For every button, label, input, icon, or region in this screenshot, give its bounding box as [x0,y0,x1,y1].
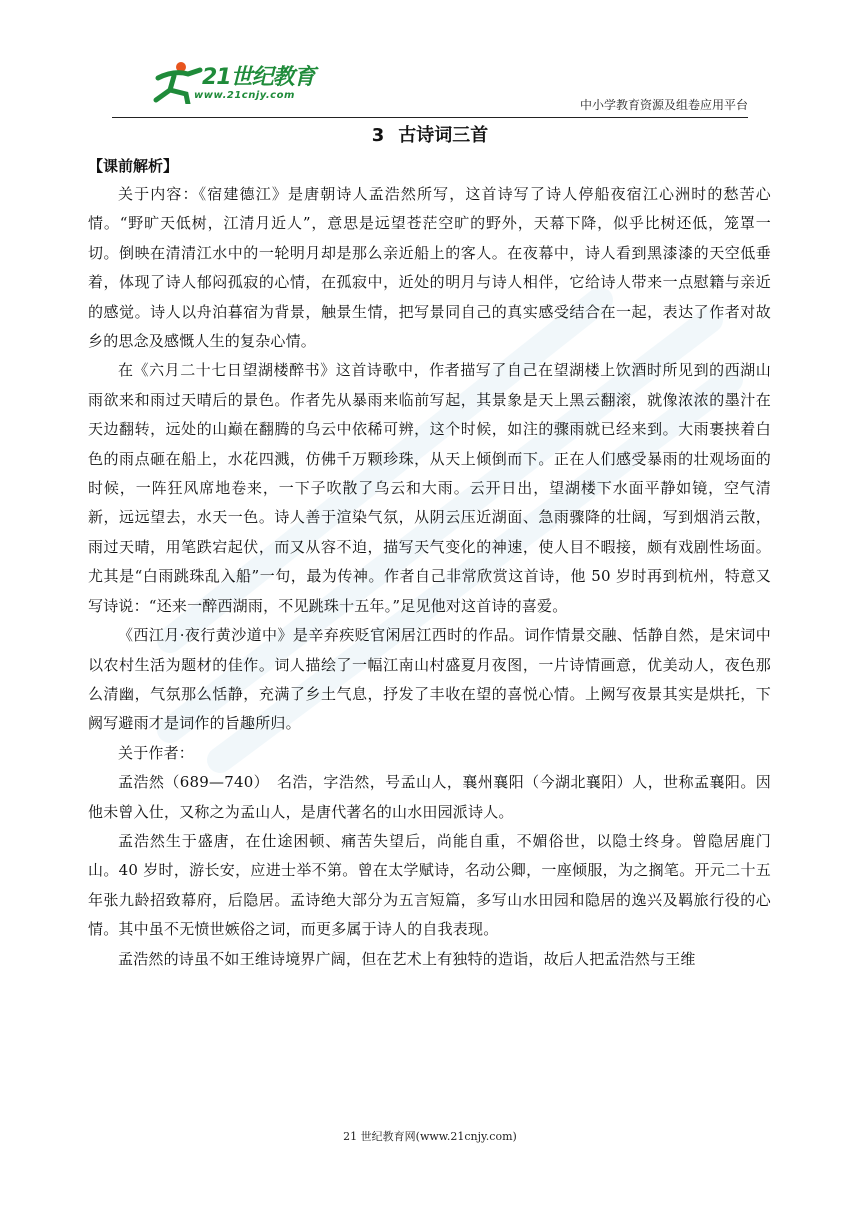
paragraph: 关于作者： [118,743,195,762]
page-title [0,121,860,147]
paragraph: 关于内容：《宿建德江》是唐朝诗人孟浩然所写，这首诗写了诗人停船夜宿江心洲时的愁苦心情。“野旷天低树，江清月近人”，意思是远望苍茫空旷的野外，天幕下降，似乎比树还低，笼罩一切。倒映在清清江水中的一轮明月却是那么亲近船上的客人。在夜幕中，诗人看到黑漆漆的天空低垂着，体现了诗人郁闷孤寂的心情，在孤寂中，近处的明月与诗人相伴，它给诗人带来一点慰籍与亲近的感觉。诗人以舟泊暮宿为背景，触景生情，把写景同自己的真实感受结合在一起，表达了作者对故乡的思念及感慨人生的复杂心情。 [88,185,771,351]
section-heading: 【课前解析】 [88,157,179,175]
page-header [112,56,748,116]
paragraph: 孟浩然的诗虽不如王维诗境界广阔，但在艺术上有独特的造诣，故后人把孟浩然与王维 [118,949,696,968]
paragraph: 在《六月二十七日望湖楼醉书》这首诗歌中，作者描写了自己在望湖楼上饮酒时所见到的西湖山雨欲来和雨过天晴后的景色。作者先从暴雨来临前写起，其景象是天上黑云翻滚，就像浓浓的墨汁在天边翻转，远处的山巅在翻腾的乌云中依稀可辨，这个时候，如注的骤雨就已经来到。大雨裹挟着白色的雨点砸在船上，水花四溅，仿佛千万颗珍珠，从天上倾倒而下。正在人们感受暴雨的壮观场面的时候，一阵狂风席地卷来，一下子吹散了乌云和大雨。云开日出，望湖楼下水面平静如镜，空气清新，远远望去，水天一色。诗人善于渲染气氛，从阴云压近湖面、急雨骤降的壮阔，写到烟消云散，雨过天晴，用笔跌宕起伏，而又从容不迫，描写天气变化的神速，使人目不暇接，颇有戏剧性场面。尤其是“白雨跳珠乱入船”一句，最为传神。作者自己非常欣赏这首诗，他 50 岁时再到杭州，特意又写诗说：“还来一醉西湖雨，不见跳珠十五年。”足见他对这首诗的喜爱。 [88,361,771,615]
paragraph: 孟浩然生于盛唐，在仕途困顿、痛苦失望后，尚能自重，不媚俗世，以隐士终身。曾隐居鹿门山。40 岁时，游长安，应进士举不第。曾在太学赋诗，名动公卿，一座倾服，为之搁笔。开元二十五年张九龄招致幕府，后隐居。孟诗绝大部分为五言短篇，多写山水田园和隐居的逸兴及羁旅行役的心情。其中虽不无愤世嫉俗之词，而更多属于诗人的自我表现。 [88,831,771,939]
paragraph: 《西江月·夜行黄沙道中》是辛弃疾贬官闲居江西时的作品。词作情景交融、恬静自然，是宋词中以农村生活为题材的佳作。词人描绘了一幅江南山村盛夏月夜图，一片诗情画意，优美动人，夜色那么清幽，气氛那么恬静，充满了乡土气息，抒发了丰收在望的喜悦心情。上阙写夜景其实是烘托，下阙写避雨才是词作的旨趣所归。 [88,626,771,733]
lesson-title: 古诗词三首 [398,125,489,146]
logo-text: 21世纪教育 [202,65,315,90]
page-footer: 21 世纪教育网(www.21cnjy.com) [343,1130,517,1143]
logo-url: www.21cnjy.com [194,90,295,101]
logo [148,60,318,108]
paragraph: 孟浩然（689—740） 名浩，字浩然，号孟山人，襄州襄阳（今湖北襄阳）人，世称孟襄阳。因他未曾入仕，又称之为孟山人，是唐代著名的山水田园派诗人。 [88,773,771,821]
lesson-number: 3 [371,125,385,146]
header-divider [112,117,748,118]
body-text [88,180,771,974]
header-platform-label: 中小学教育资源及组卷应用平台 [579,98,748,112]
